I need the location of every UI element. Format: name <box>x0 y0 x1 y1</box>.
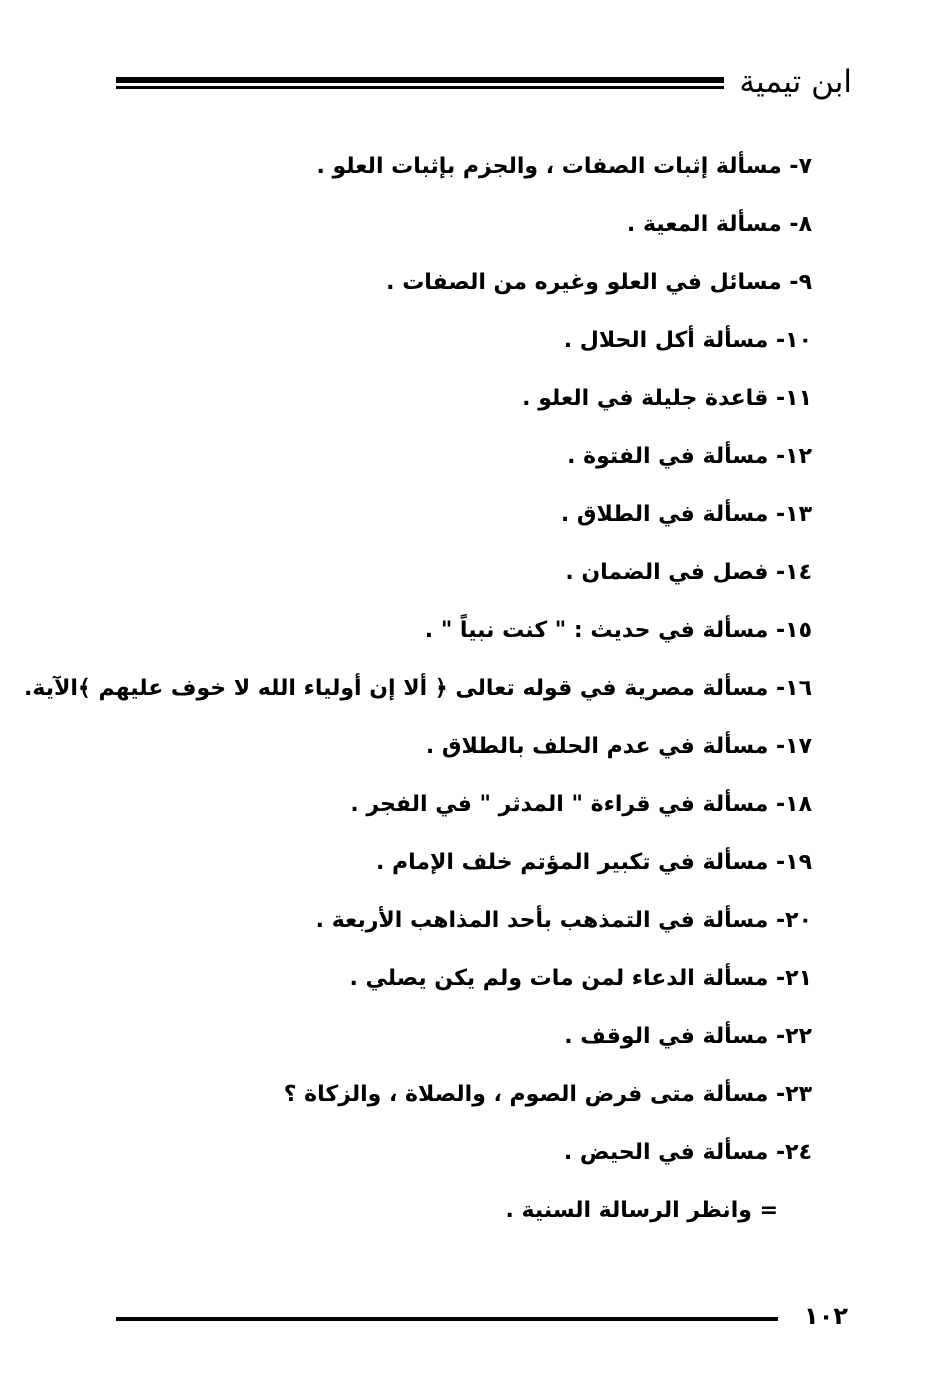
list-item: ١٢- مسألة في الفتوة . <box>567 444 812 469</box>
list-item: ٢١- مسألة الدعاء لمن مات ولم يكن يصلي . <box>349 966 812 991</box>
list-item: ٢٢- مسألة في الوقف . <box>564 1024 812 1049</box>
list-item: ١٩- مسألة في تكبير المؤتم خلف الإمام . <box>375 850 812 875</box>
list-item: ١٤- فصل في الضمان . <box>565 560 812 585</box>
list-item: ٨- مسألة المعية . <box>626 212 812 237</box>
list-item: ٢٠- مسألة في التمذهب بأحد المذاهب الأربعة . <box>315 908 812 933</box>
list-item: ١١- قاعدة جليلة في العلو . <box>522 386 812 411</box>
list-item: ٩- مسائل في العلو وغيره من الصفات . <box>386 270 812 295</box>
list-item: ١٣- مسألة في الطلاق . <box>560 502 812 527</box>
works-list <box>24 142 812 1244</box>
page-number: ١٠٢ <box>804 1302 848 1330</box>
list-item: ١٨- مسألة في قراءة " المدثر " في الفجر . <box>350 792 812 817</box>
list-item: ١٦- مسألة مصرية في قوله تعالى ﴿ ألا إن أولياء الله لا خوف عليهم ﴾الآية. <box>24 676 812 701</box>
list-item: ٢٤- مسألة في الحيض . <box>563 1140 812 1165</box>
footer-rule <box>116 1317 778 1321</box>
list-item: ١٥- مسألة في حديث : " كنت نبياً " . <box>424 618 812 643</box>
header-rule-thin <box>116 86 724 89</box>
header-rule-thick <box>116 77 724 83</box>
header-double-rule <box>116 77 724 90</box>
see-also-note: = وانظر الرسالة السنية . <box>505 1198 778 1223</box>
list-item: ٢٣- مسألة متى فرض الصوم ، والصلاة ، والزكاة ؟ <box>283 1082 812 1107</box>
list-item: ١٧- مسألة في عدم الحلف بالطلاق . <box>425 734 812 759</box>
running-header-title: ابن تيمية <box>739 64 852 100</box>
list-item: ٧- مسألة إثبات الصفات ، والجزم بإثبات العلو . <box>316 154 812 179</box>
list-item: ١٠- مسألة أكل الحلال . <box>563 328 812 353</box>
